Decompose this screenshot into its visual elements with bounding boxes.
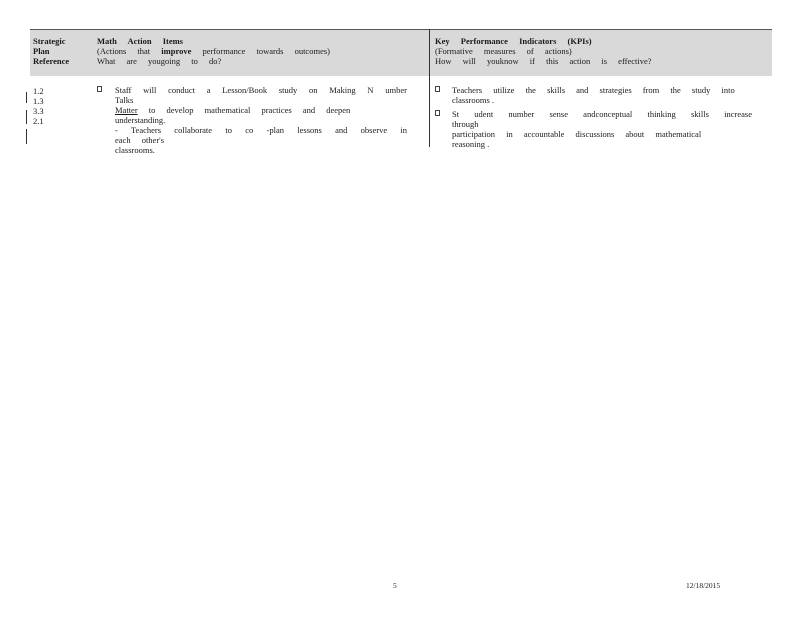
kpi-line: classrooms .	[452, 95, 495, 105]
reference-item: 1.3	[33, 96, 44, 106]
reference-item: 3.3	[33, 106, 44, 116]
bullet-icon	[435, 110, 440, 116]
action-line: Staff will conduct a Lesson/Book study on Making N umber Talks	[115, 85, 407, 105]
header-col1-line3: Reference	[33, 56, 70, 66]
kpi-line: Teachers utilize the skills and strategies from the study into	[452, 85, 735, 95]
header-col3-title: Key Performance Indicators (KPIs)	[435, 36, 592, 46]
bullet-icon	[435, 86, 440, 92]
bullet-icon	[97, 86, 102, 92]
header-col2-sub1	[97, 46, 397, 56]
header-kpis	[435, 36, 735, 66]
header-col1-line2: Plan	[33, 46, 50, 56]
header-col2-sub2: What are yougoing to do?	[97, 56, 222, 66]
kpi-line: St udent number sense andconceptual thinking skills increase through	[452, 109, 752, 129]
kpi-line: participation in accountable discussions about mathematical	[452, 129, 702, 139]
header-col3-sub2: How will youknow if this action is effective?	[435, 56, 652, 66]
footer-date: 12/18/2015	[686, 581, 721, 590]
kpi-item-2	[452, 109, 752, 149]
kpi-item-1	[452, 85, 752, 105]
header-col2-title: Math Action Items	[97, 36, 183, 46]
action-line	[115, 105, 407, 115]
book-title-underlined: Matter	[115, 105, 138, 115]
column-divider	[429, 29, 430, 147]
header-col2-sub1-b: improve	[161, 46, 192, 56]
header-col2-sub1-a: (Actions that	[97, 46, 151, 56]
action-item-text	[115, 85, 407, 155]
change-bar	[26, 110, 27, 124]
reference-item: 2.1	[33, 116, 44, 126]
header-col2-sub1-c: performance towards outcomes)	[202, 46, 330, 56]
header-strategic-plan-reference	[33, 36, 93, 66]
change-bar	[26, 129, 27, 144]
kpi-line: reasoning .	[452, 139, 490, 149]
action-plan-table	[30, 29, 772, 155]
page-number: 5	[393, 581, 397, 590]
action-line: - Teachers collaborate to co -plan lessons and observe in each other's	[115, 125, 407, 145]
action-line: understanding.	[115, 115, 166, 125]
reference-item: 1.2	[33, 86, 44, 96]
header-col1-line1: Strategic	[33, 36, 66, 46]
header-col3-sub1: (Formative measures of actions)	[435, 46, 572, 56]
header-math-action-items	[97, 36, 397, 66]
action-line: classrooms.	[115, 145, 155, 155]
action-line-rest: to develop mathematical practices and deepen	[137, 105, 351, 115]
strategic-reference-list	[33, 86, 83, 126]
change-bar	[26, 92, 27, 103]
